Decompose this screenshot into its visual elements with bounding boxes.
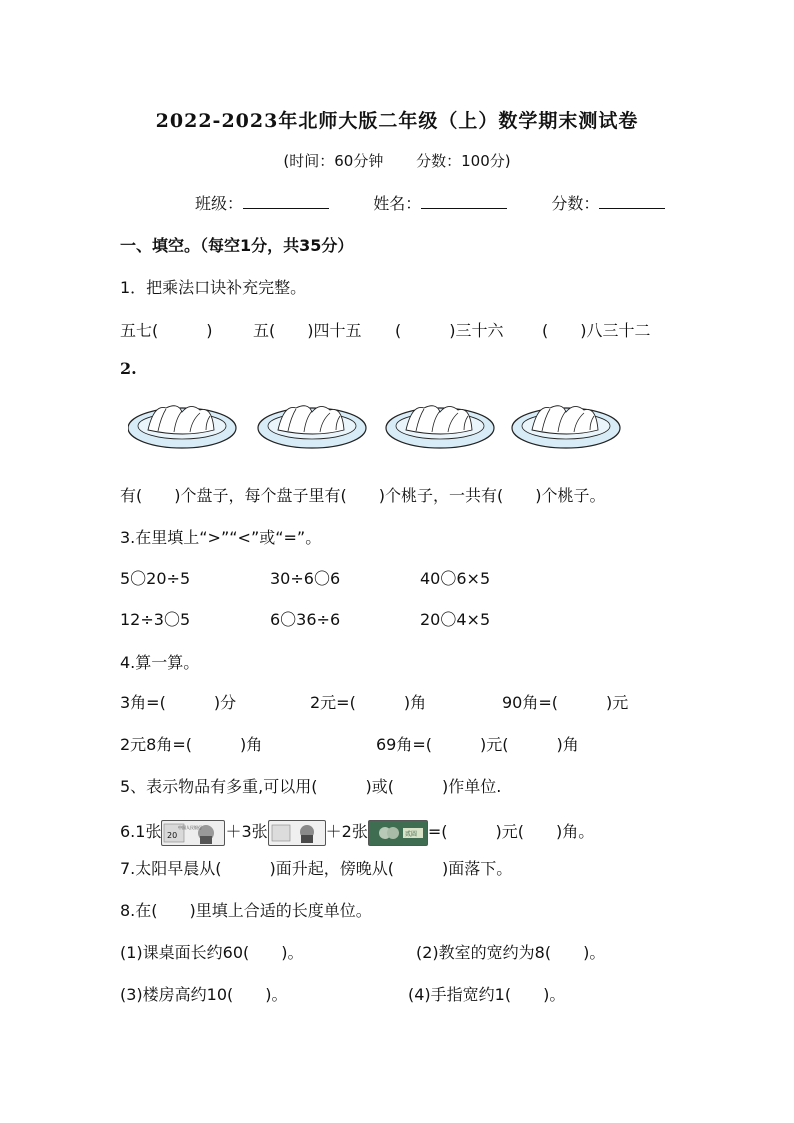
twenty-yuan-bill-image bbox=[161, 820, 225, 846]
q1-prompt: 1．把乘法口诀补充完整。 bbox=[120, 278, 307, 297]
bill-header-text: 中国人民银行 bbox=[178, 824, 203, 830]
section-heading: 一、填空。（每空1分，共35分） bbox=[120, 236, 354, 255]
two-jiao-bill-image bbox=[368, 820, 428, 846]
compare-item: 30÷6〇6 bbox=[270, 569, 341, 588]
q6-line bbox=[120, 816, 794, 848]
compare-item: 5〇20÷5 bbox=[120, 569, 191, 588]
q8-row bbox=[120, 940, 794, 962]
conversion-item: 90角=( )元 bbox=[502, 693, 629, 712]
q2-number: 2. bbox=[120, 359, 137, 378]
compare-item: 20〇4×5 bbox=[420, 610, 491, 629]
q1-item: ( )三十六 bbox=[395, 321, 504, 340]
q7-text: 7.太阳早晨从( )面升起，傍晚从( )面落下。 bbox=[120, 859, 513, 878]
q4-prompt: 4.算一算。 bbox=[120, 653, 200, 672]
length-unit-item: (2)教室的宽约为8( )。 bbox=[416, 943, 606, 962]
score-info: 分数：100分) bbox=[416, 152, 511, 170]
q6-part3: ＋2张 bbox=[325, 822, 368, 841]
q3-prompt: 3.在里填上“>”“<”或“=”。 bbox=[120, 528, 322, 547]
q3-row bbox=[120, 607, 794, 629]
name-label: 姓名： bbox=[373, 194, 422, 213]
compare-item: 6〇36÷6 bbox=[270, 610, 341, 629]
subtitle bbox=[0, 150, 794, 171]
conversion-item: 2元8角=( )角 bbox=[120, 735, 263, 754]
bill-value-text: 贰圆 bbox=[404, 830, 417, 838]
conversion-item: 2元=( )角 bbox=[310, 693, 427, 712]
q1-item: 五七( ) bbox=[120, 321, 213, 340]
bill-value-text: 20 bbox=[167, 830, 178, 840]
score-label: 分数： bbox=[551, 194, 600, 213]
q3-row bbox=[120, 566, 794, 588]
q1-item: ( )八三十二 bbox=[542, 321, 651, 340]
score-blank[interactable] bbox=[599, 191, 665, 209]
length-unit-item: (4)手指宽约1( )。 bbox=[408, 985, 566, 1004]
conversion-item: 3角=( )分 bbox=[120, 693, 237, 712]
q4-row bbox=[120, 732, 794, 754]
q6-part2: ＋3张 bbox=[225, 822, 268, 841]
q2-sentence: 有( )个盘子，每个盘子里有( )个桃子，一共有( )个桃子。 bbox=[120, 486, 606, 505]
page-title: 2022-2023年北师大版二年级（上）数学期末测试卷 bbox=[155, 110, 639, 132]
q4-row bbox=[120, 690, 794, 712]
conversion-item: 69角=( )元( )角 bbox=[376, 735, 579, 754]
q1-item: 五( )四十五 bbox=[253, 321, 362, 340]
class-blank[interactable] bbox=[243, 191, 329, 209]
q8-row bbox=[120, 982, 794, 1004]
length-unit-item: (3)楼房高约10( )。 bbox=[120, 985, 288, 1004]
q6-prefix: 6.1张 bbox=[120, 822, 162, 841]
q1-items bbox=[120, 318, 794, 340]
length-unit-item: (1)课桌面长约60( )。 bbox=[120, 943, 304, 962]
one-yuan-bill-image bbox=[268, 820, 326, 846]
q8-prompt: 8.在( )里填上合适的长度单位。 bbox=[120, 901, 372, 920]
student-info bbox=[195, 191, 794, 214]
q5-text: 5、表示物品有多重,可以用( )或( )作单位. bbox=[120, 777, 502, 796]
time-info: (时间：60分钟 bbox=[283, 152, 384, 170]
compare-item: 40〇6×5 bbox=[420, 569, 491, 588]
compare-item: 12÷3〇5 bbox=[120, 610, 191, 629]
plates-with-peaches-illustration bbox=[128, 398, 638, 458]
q6-suffix: =( )元( )角。 bbox=[427, 822, 595, 841]
class-label: 班级： bbox=[195, 194, 244, 213]
name-blank[interactable] bbox=[421, 191, 507, 209]
